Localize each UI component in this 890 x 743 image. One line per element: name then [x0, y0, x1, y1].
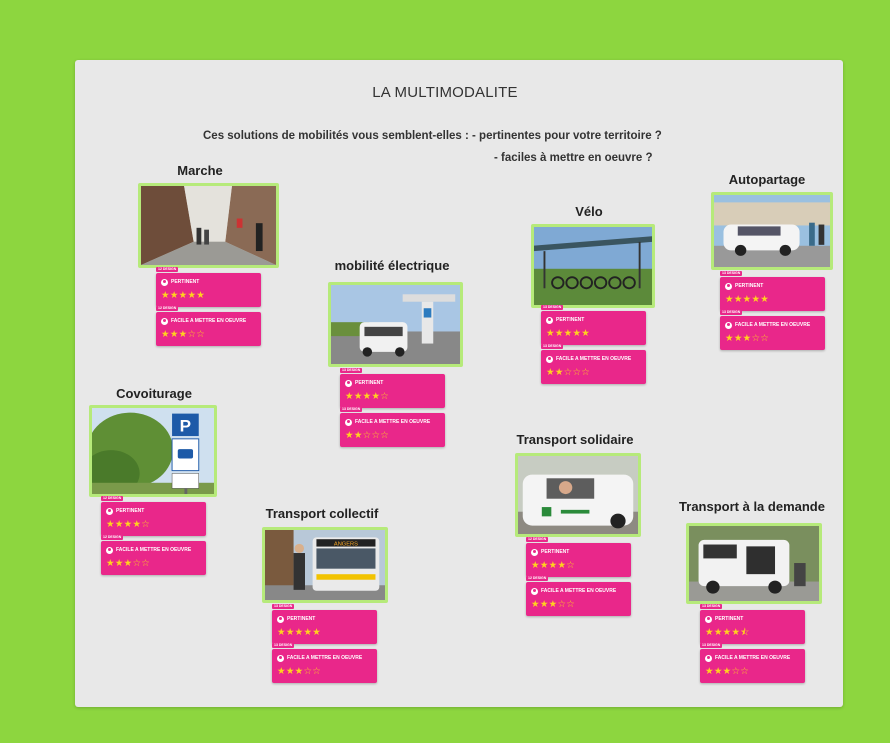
question-line-2: - faciles à mettre en oeuvre ?	[494, 152, 653, 164]
avatar-icon	[725, 322, 732, 329]
avatar-icon	[161, 279, 168, 286]
card-tag: 13 DESIGN	[342, 407, 361, 411]
card-label: FACILE A METTRE EN OEUVRE	[171, 318, 247, 324]
svg-text:P: P	[179, 416, 192, 436]
card-label: FACILE A METTRE EN OEUVRE	[116, 547, 192, 553]
card-tag: 13 DESIGN	[722, 310, 741, 314]
board-title: LA MULTIMODALITE	[372, 84, 518, 101]
card-collectif-facile[interactable]	[272, 643, 377, 683]
card-autopartage-facile[interactable]	[720, 310, 825, 350]
star-rating[interactable]: ★★★★★	[277, 627, 322, 638]
card-tag: 13 DESIGN	[543, 344, 562, 348]
star-rating[interactable]: ★★★★☆	[106, 519, 151, 530]
avatar-icon	[546, 356, 553, 363]
card-collectif-pertinent[interactable]	[272, 604, 377, 644]
card-tag: 12 DESIGN	[103, 496, 122, 500]
avatar-icon	[705, 616, 712, 623]
star-rating[interactable]: ★★☆☆☆	[546, 367, 591, 378]
star-rating[interactable]: ★★★☆☆	[725, 333, 770, 344]
star-rating[interactable]: ★★★★☆	[345, 391, 390, 402]
star-rating[interactable]: ★★★☆☆	[277, 666, 322, 677]
avatar-icon	[106, 508, 113, 515]
group-title-marche: Marche	[177, 163, 223, 178]
avatar-icon	[345, 380, 352, 387]
card-tag: 13 DESIGN	[274, 604, 293, 608]
card-demande-facile[interactable]	[700, 643, 805, 683]
card-tag: 13 DESIGN	[722, 271, 741, 275]
demande-photo[interactable]	[686, 523, 822, 604]
card-label: FACILE A METTRE EN OEUVRE	[287, 655, 363, 661]
autopartage-photo[interactable]	[711, 192, 833, 270]
card-tag: 12 DESIGN	[158, 267, 177, 271]
card-tag: 13 DESIGN	[543, 305, 562, 309]
card-marche-facile[interactable]	[156, 306, 261, 346]
card-label: PERTINENT	[287, 616, 316, 622]
avatar-icon	[725, 283, 732, 290]
marche-photo[interactable]	[138, 183, 279, 268]
minibus-photo-image	[689, 526, 819, 601]
card-label: PERTINENT	[715, 616, 744, 622]
card-velo-facile[interactable]	[541, 344, 646, 384]
electrique-photo[interactable]	[328, 282, 463, 367]
street-photo-image	[141, 186, 276, 265]
collectif-photo[interactable]	[262, 527, 388, 603]
charging-station-photo-image	[331, 285, 460, 364]
group-title-electrique: mobilité électrique	[334, 258, 450, 273]
velo-photo[interactable]	[531, 224, 655, 308]
group-title-autopartage: Autopartage	[728, 172, 806, 187]
star-rating[interactable]: ★★★★⯪	[705, 627, 750, 638]
avatar-icon	[277, 616, 284, 623]
carpool-sign-photo-image	[92, 408, 214, 494]
avatar-icon	[277, 655, 284, 662]
card-tag: 12 DESIGN	[528, 576, 547, 580]
group-title-velo: Vélo	[575, 204, 603, 219]
card-label: FACILE A METTRE EN OEUVRE	[355, 419, 431, 425]
group-title-collectif: Transport collectif	[265, 506, 379, 521]
card-marche-pertinent[interactable]	[156, 267, 261, 307]
card-tag: 13 DESIGN	[274, 643, 293, 647]
card-label: PERTINENT	[355, 380, 384, 386]
star-rating[interactable]: ★★★★★	[546, 328, 591, 339]
card-label: FACILE A METTRE EN OEUVRE	[735, 322, 811, 328]
solidarity-car-photo-image	[518, 456, 638, 534]
question-line-1: Ces solutions de mobilités vous semblent-elles : - pertinentes pour votre territoire ?	[203, 130, 662, 142]
card-tag: 13 DESIGN	[342, 368, 361, 372]
group-title-demande: Transport à la demande	[679, 499, 825, 514]
card-velo-pertinent[interactable]	[541, 305, 646, 345]
card-label: PERTINENT	[735, 283, 764, 289]
shared-car-photo-image	[714, 195, 830, 267]
card-tag: 12 DESIGN	[528, 537, 547, 541]
card-covoiturage-facile[interactable]	[101, 535, 206, 575]
card-label: PERTINENT	[171, 279, 200, 285]
group-title-solidaire: Transport solidaire	[516, 432, 634, 447]
avatar-icon	[546, 317, 553, 324]
card-label: PERTINENT	[556, 317, 585, 323]
svg-text:ANGERS: ANGERS	[333, 541, 359, 548]
avatar-icon	[106, 547, 113, 554]
star-rating[interactable]: ★★☆☆☆	[345, 430, 390, 441]
card-tag: 12 DESIGN	[103, 535, 122, 539]
star-rating[interactable]: ★★★★★	[161, 290, 206, 301]
avatar-icon	[531, 588, 538, 595]
card-tag: 12 DESIGN	[158, 306, 177, 310]
avatar-icon	[345, 419, 352, 426]
star-rating[interactable]: ★★★☆☆	[705, 666, 750, 677]
card-label: FACILE A METTRE EN OEUVRE	[541, 588, 617, 594]
group-title-covoiturage: Covoiturage	[116, 386, 192, 401]
card-electrique-pertinent[interactable]	[340, 368, 445, 408]
card-electrique-facile[interactable]	[340, 407, 445, 447]
star-rating[interactable]: ★★★☆☆	[106, 558, 151, 569]
card-demande-pertinent[interactable]	[700, 604, 805, 644]
star-rating[interactable]: ★★★★☆	[531, 560, 576, 571]
card-label: PERTINENT	[116, 508, 145, 514]
avatar-icon	[531, 549, 538, 556]
card-solidaire-facile[interactable]	[526, 576, 631, 616]
star-rating[interactable]: ★★★☆☆	[531, 599, 576, 610]
avatar-icon	[161, 318, 168, 325]
card-tag: 13 DESIGN	[702, 604, 721, 608]
card-label: PERTINENT	[541, 549, 570, 555]
star-rating[interactable]: ★★★☆☆	[161, 329, 206, 340]
covoiturage-photo[interactable]	[89, 405, 217, 497]
card-autopartage-pertinent[interactable]	[720, 271, 825, 311]
bus-photo-image	[265, 530, 385, 600]
avatar-icon	[705, 655, 712, 662]
card-solidaire-pertinent[interactable]	[526, 537, 631, 577]
bike-station-photo-image	[534, 227, 652, 305]
card-covoiturage-pertinent[interactable]	[101, 496, 206, 536]
star-rating[interactable]: ★★★★★	[725, 294, 770, 305]
solidaire-photo[interactable]	[515, 453, 641, 537]
card-tag: 13 DESIGN	[702, 643, 721, 647]
card-label: FACILE A METTRE EN OEUVRE	[715, 655, 791, 661]
card-label: FACILE A METTRE EN OEUVRE	[556, 356, 632, 362]
